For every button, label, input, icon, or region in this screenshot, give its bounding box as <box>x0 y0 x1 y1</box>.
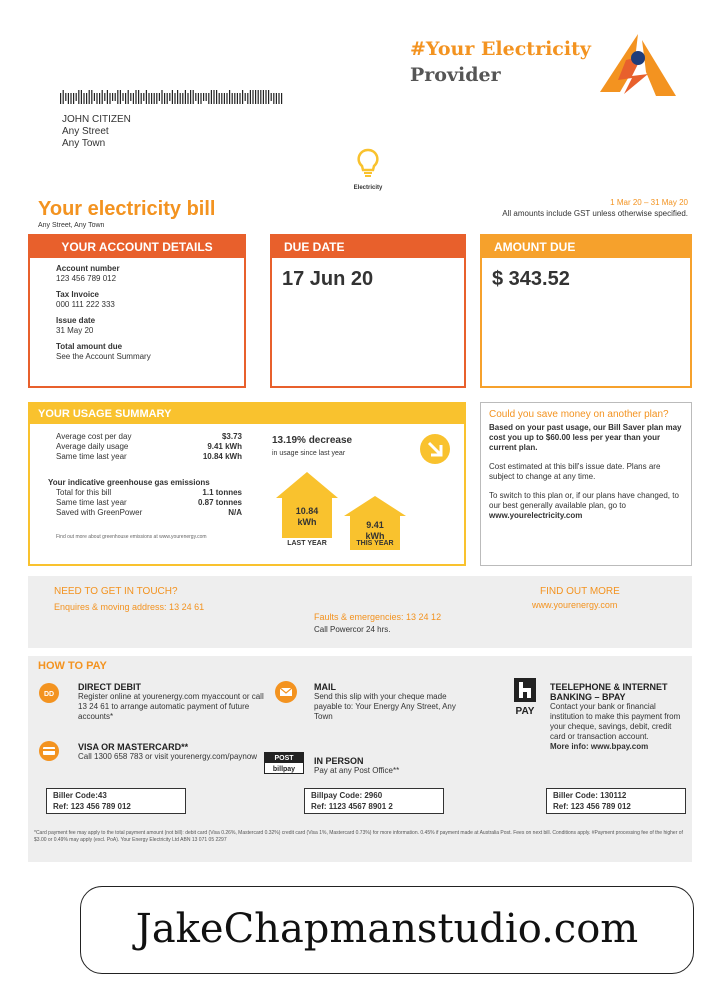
biller-code: Billpay Code: 2960 <box>311 791 383 800</box>
bpay-method <box>550 682 686 752</box>
save-link[interactable]: www.yourelectricity.com <box>489 511 583 520</box>
due-date-box <box>270 234 466 388</box>
provider-name <box>410 36 591 88</box>
field-value: 123 456 789 012 <box>56 274 117 283</box>
svg-text:PAY: PAY <box>515 706 535 717</box>
usage-row <box>56 452 242 462</box>
biller-ref: Ref: 123 456 789 012 <box>53 802 131 811</box>
ghg-note: Find out more about greenhouse emissions at www.yourenergy.com <box>56 534 207 540</box>
watermark: JakeChapmanstudio.com <box>80 886 694 974</box>
bpay-title: TEELEPHONE & INTERNET BANKING – BPAY <box>550 682 668 702</box>
biller-ref: Ref: 123 456 789 012 <box>553 802 631 811</box>
biller-ref: Ref: 1123 4567 8901 2 <box>311 802 393 811</box>
amount-due-header: AMOUNT DUE <box>482 236 690 258</box>
biller-box-1 <box>46 788 186 814</box>
usage-decrease: 13.19% decrease <box>272 435 353 446</box>
this-year-unit: kWh <box>365 531 385 541</box>
due-date-header: DUE DATE <box>272 236 464 258</box>
ghg-row <box>56 498 242 508</box>
mail-method <box>314 682 464 722</box>
field-value: 000 111 222 333 <box>56 300 115 309</box>
in-person-title: IN PERSON <box>314 756 364 766</box>
gst-note: All amounts include GST unless otherwise specified. <box>502 209 688 218</box>
in-person-method <box>314 756 464 776</box>
account-details-header: YOUR ACCOUNT DETAILS <box>30 236 244 258</box>
last-year-house <box>276 470 338 547</box>
direct-debit-method <box>78 682 268 722</box>
ghg-value: N/A <box>228 508 242 517</box>
usage-change <box>272 434 352 460</box>
last-year-unit: kWh <box>297 517 317 527</box>
faults-phone: Faults & emergencies: 13 24 12 <box>314 612 442 622</box>
usage-label: Same time last year <box>56 452 127 461</box>
post-billpay-icon <box>264 752 304 774</box>
usage-value: 9.41 kWh <box>207 442 242 451</box>
bill-title: Your electricity bill <box>38 198 216 220</box>
usage-label: Average daily usage <box>56 442 129 451</box>
this-year-caption: THIS YEAR <box>356 540 394 547</box>
mail-text: Send this slip with your cheque made payable to: Your Energy Any Street, Any Town <box>314 692 456 721</box>
field-value: 31 May 20 <box>56 326 94 335</box>
usage-label: Average cost per day <box>56 432 132 441</box>
ghg-value: 0.87 tonnes <box>197 498 242 507</box>
payment-footnote: *Card payment fee may apply to the total payment amount (not bill): debit card (Visa 0.26%, Mastercard 0.32%) credit card (Visa 1%, Mastercard 0.73%) for more information. 0.45% if payment made at Australia Post. Fees on next bill. Conditions apply. #Payment processing fee of the higher of $3.00 or 0.49% may apply (excl. PoA). Your Energy Electricity Ltd ABN 13 071 05 2297 <box>34 830 683 843</box>
field-label: Issue date <box>56 316 96 325</box>
svg-text:POST: POST <box>274 755 294 762</box>
save-switch-text: To switch to this plan or, if our plans have changed, to our best generally available plan, go to <box>489 491 679 510</box>
account-field <box>56 290 244 310</box>
this-year-kwh <box>344 520 406 542</box>
svg-text:DD: DD <box>43 691 55 698</box>
customer-name: JOHN CITIZEN <box>62 114 131 125</box>
field-value: See the Account Summary <box>56 352 151 361</box>
ghg-row <box>56 508 242 518</box>
contact-title: NEED TO GET IN TOUCH? <box>54 586 178 597</box>
biller-box-3 <box>546 788 686 814</box>
usage-summary-box <box>28 402 466 566</box>
mail-icon <box>274 680 298 704</box>
svg-text:billpay: billpay <box>272 766 296 773</box>
save-money-box <box>480 402 692 566</box>
card-title: VISA OR MASTERCARD** <box>78 742 189 752</box>
biller-box-2 <box>304 788 444 814</box>
usage-value: 10.84 kWh <box>202 452 242 461</box>
house-icon <box>276 470 338 540</box>
bpay-logo-icon <box>512 678 538 718</box>
save-title: Could you save money on another plan? <box>489 409 669 420</box>
service-label: Electricity <box>353 185 383 191</box>
due-date-value: 17 Jun 20 <box>282 268 374 290</box>
ghg-label: Same time last year <box>56 498 127 507</box>
field-label: Total amount due <box>56 342 123 351</box>
customer-address <box>62 114 131 150</box>
direct-debit-icon <box>38 682 60 704</box>
usage-row <box>56 442 242 452</box>
save-disclaimer: Cost estimated at this bill's issue date. Plans are subject to change at any time. <box>489 462 661 481</box>
website-link[interactable]: www.yourenergy.com <box>532 600 618 610</box>
faults-note: Call Powercor 24 hrs. <box>314 625 391 634</box>
account-details-box <box>28 234 246 388</box>
postal-barcode <box>60 90 284 104</box>
contact-section <box>28 576 692 648</box>
customer-street: Any Street <box>62 126 109 137</box>
account-field <box>56 342 244 362</box>
direct-debit-title: DIRECT DEBIT <box>78 682 141 692</box>
direct-debit-text: Register online at yourenergy.com myaccount or call 13 24 61 to arrange automatic payment of future accounts* <box>78 692 264 721</box>
usage-row <box>56 432 242 442</box>
usage-decrease-sub: in usage since last year <box>272 450 346 457</box>
biller-code: Biller Code:43 <box>53 791 107 800</box>
ghg-row <box>56 488 242 498</box>
bpay-more-info: More info: www.bpay.com <box>550 742 649 751</box>
customer-town: Any Town <box>62 138 106 149</box>
credit-card-icon <box>38 740 60 762</box>
mail-title: MAIL <box>314 682 336 692</box>
in-person-text: Pay at any Post Office** <box>314 766 400 775</box>
last-year-kwh <box>276 506 338 528</box>
usage-value: $3.73 <box>221 432 242 441</box>
biller-code: Biller Code: 130112 <box>553 791 627 800</box>
save-switch <box>489 491 683 521</box>
last-year-value: 10.84 <box>295 506 319 516</box>
arrow-down-right-icon <box>420 434 450 464</box>
enquiries-phone: Enquires & moving address: 13 24 61 <box>54 602 205 612</box>
ghg-label: Total for this bill <box>56 488 112 497</box>
provider-line2: Provider <box>410 64 501 86</box>
billing-period: 1 Mar 20 – 31 May 20 <box>610 198 688 207</box>
field-label: Tax Invoice <box>56 290 99 299</box>
save-offer: Based on your past usage, our Bill Saver plan may cost you up to $60.00 less per year than your current plan. <box>489 423 682 452</box>
usage-summary-header: YOUR USAGE SUMMARY <box>30 404 464 424</box>
bpay-text: Contact your bank or financial institution to make this payment from your cheque, savings, debit, credit card or transaction account. <box>550 702 681 741</box>
this-year-house <box>344 482 406 552</box>
provider-logo-icon <box>596 30 680 102</box>
find-out-more-title: FIND OUT MORE <box>540 586 620 597</box>
card-method <box>78 742 268 762</box>
ghg-label: Saved with GreenPower <box>56 508 143 517</box>
bill-subtitle: Any Street, Any Town <box>38 222 105 229</box>
provider-line1: #Your Electricity <box>410 38 591 60</box>
ghg-value: 1.1 tonnes <box>202 488 242 497</box>
account-field <box>56 316 244 336</box>
how-to-pay-title: HOW TO PAY <box>38 660 107 672</box>
account-field <box>56 264 244 284</box>
how-to-pay-section <box>28 656 692 862</box>
amount-due-value: $ 343.52 <box>492 268 570 290</box>
electricity-service <box>348 148 388 196</box>
lightbulb-icon <box>357 148 379 178</box>
amount-due-box <box>480 234 692 388</box>
this-year-value: 9.41 <box>366 520 384 530</box>
last-year-caption: LAST YEAR <box>287 540 327 547</box>
field-label: Account number <box>56 264 120 273</box>
card-text: Call 1300 658 783 or visit yourenergy.com/paynow <box>78 752 258 761</box>
ghg-title: Your indicative greenhouse gas emissions <box>48 478 210 487</box>
